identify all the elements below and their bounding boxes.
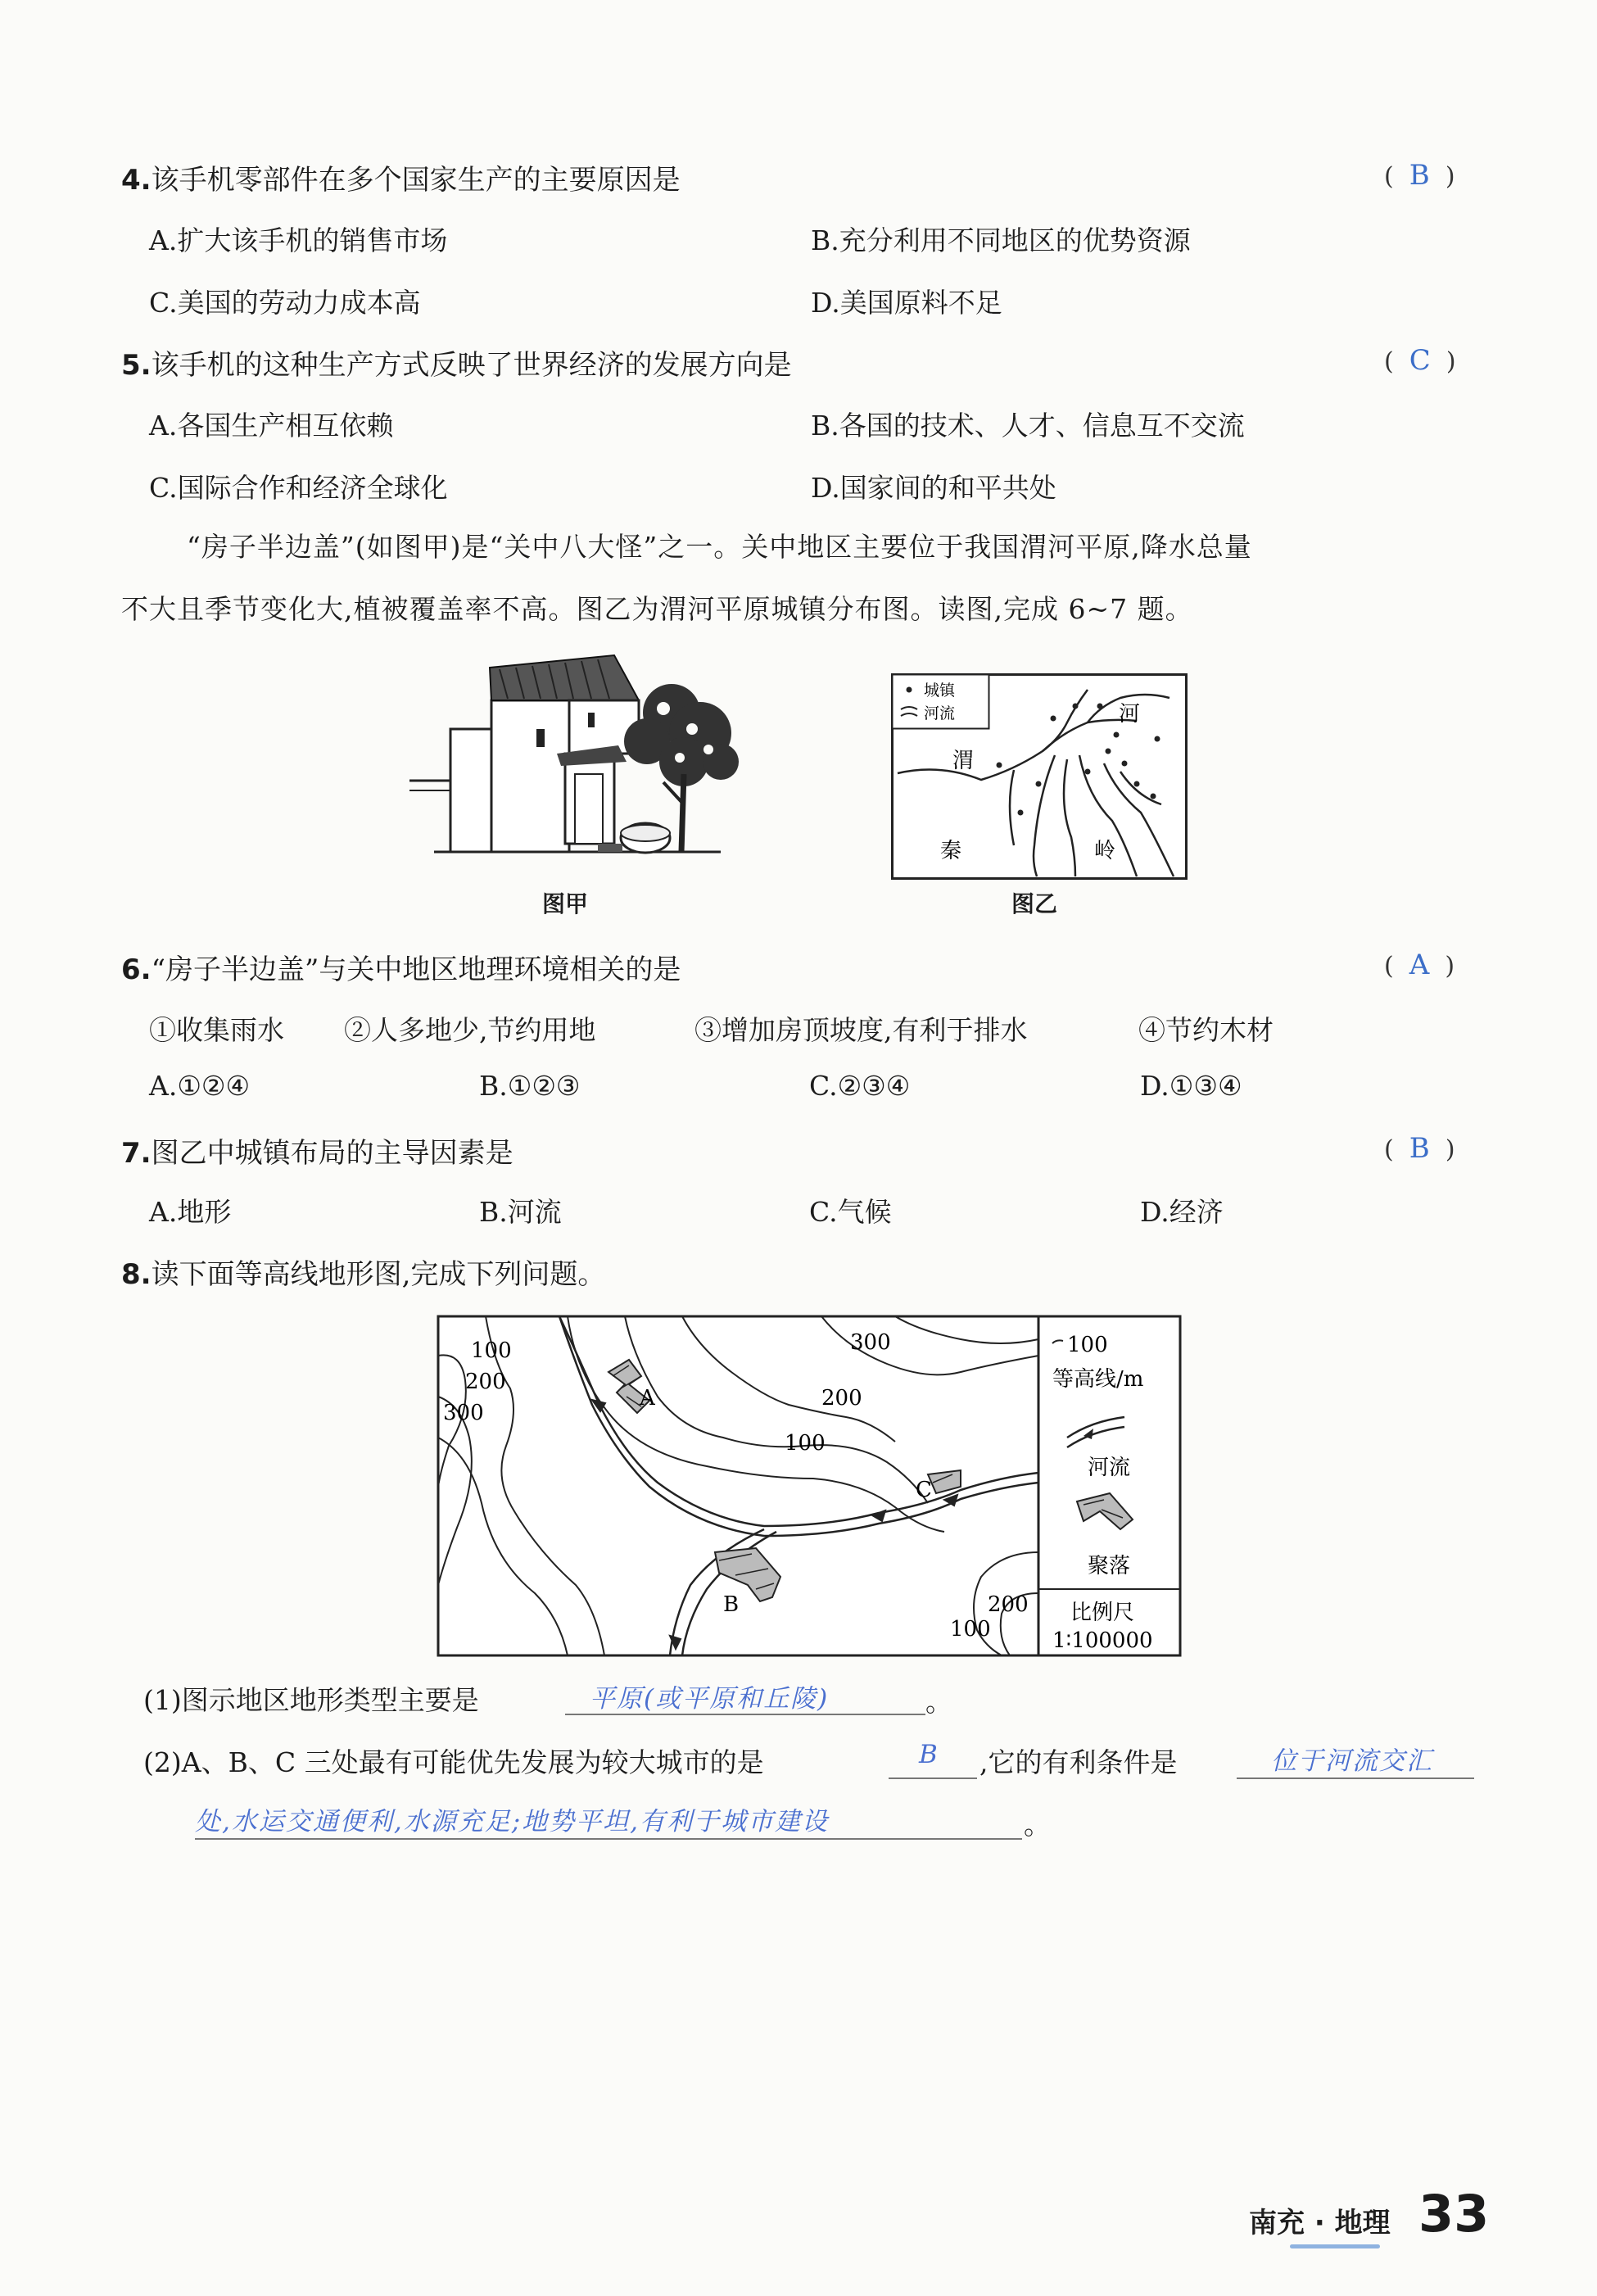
q5-answer-bracket: ( C ) xyxy=(1384,344,1456,377)
q6-option-b: B.①②③ xyxy=(479,1070,581,1102)
q8-sub1-blank-line xyxy=(565,1714,925,1715)
q6-option-d: D.①③④ xyxy=(1140,1070,1242,1102)
q8-sub1-end: 。 xyxy=(925,1686,952,1718)
figure-b-label-he: 河 xyxy=(1119,702,1141,727)
legend-contour-label: 等高线/m xyxy=(1052,1367,1144,1392)
q8-sub2-answer-1: B xyxy=(919,1740,939,1769)
contour-label: 100 xyxy=(785,1431,826,1456)
q8-sub1-answer: 平原(或平原和丘陵) xyxy=(590,1684,830,1714)
scale-value: 1∶100000 xyxy=(1052,1628,1153,1653)
contour-label: 200 xyxy=(465,1370,506,1394)
q4-option-a: A.扩大该手机的销售市场 xyxy=(149,224,448,256)
q5-option-a: A.各国生产相互依赖 xyxy=(149,410,394,442)
q5-option-c: C.国际合作和经济全球化 xyxy=(149,472,448,504)
q6-item-4: ④节约木材 xyxy=(1138,1014,1274,1046)
q8-sub2-mid: ,它的有利条件是 xyxy=(979,1746,1178,1778)
q7-option-c: C.气候 xyxy=(809,1196,892,1228)
q8-sub2-end: 。 xyxy=(1024,1809,1051,1841)
q8-sub2-answer-2b: 处,水运交通便利,水源充足;地势平坦,有利于城市建设 xyxy=(195,1807,830,1836)
q8-sub2-blank-line-2 xyxy=(1237,1777,1474,1779)
settlement-b-label: B xyxy=(723,1592,740,1617)
contour-label: 300 xyxy=(443,1401,484,1425)
q7-option-d: D.经济 xyxy=(1140,1196,1224,1228)
q8-stem: 8.读下面等高线地形图,完成下列问题。 xyxy=(121,1258,606,1291)
scale-label: 比例尺 xyxy=(1070,1601,1135,1625)
q7-stem: 7.图乙中城镇布局的主导因素是 xyxy=(121,1137,513,1170)
q8-sub2-blank-line-3 xyxy=(195,1838,1022,1840)
q8-sub2-blank-line-1 xyxy=(889,1777,977,1779)
q4-option-c: C.美国的劳动力成本高 xyxy=(149,287,421,319)
q6-answer: A xyxy=(1409,949,1430,981)
q4-stem: 4.该手机零部件在多个国家生产的主要原因是 xyxy=(121,164,681,197)
q5-option-b: B.各国的技术、人才、信息互不交流 xyxy=(811,410,1245,442)
q7-option-b: B.河流 xyxy=(479,1196,562,1228)
settlement-a-label: A xyxy=(640,1386,655,1411)
contour-label: 300 xyxy=(850,1330,891,1355)
q5-option-d: D.国家间的和平共处 xyxy=(811,472,1056,504)
q4-answer-bracket: ( B ) xyxy=(1384,159,1455,192)
q4-answer: B xyxy=(1409,159,1430,192)
legend-river-label: 河流 xyxy=(1088,1456,1131,1480)
q7-answer: B xyxy=(1409,1132,1430,1165)
q6-item-1: ①收集雨水 xyxy=(149,1014,284,1046)
page-number: 33 xyxy=(1418,2184,1490,2244)
q8-sub2-prefix: (2)A、B、C 三处最有可能优先发展为较大城市的是 xyxy=(143,1746,764,1778)
figure-b-legend-river: 河流 xyxy=(924,704,956,722)
figure-b-caption: 图乙 xyxy=(1011,890,1058,917)
contour-label: 100 xyxy=(471,1338,512,1363)
legend-contour-value: 100 xyxy=(1067,1333,1108,1357)
figure-a-house xyxy=(401,651,753,864)
q8-sub2-answer-2a: 位于河流交汇 xyxy=(1271,1746,1433,1776)
q6-option-c: C.②③④ xyxy=(809,1070,911,1102)
q4-option-d: D.美国原料不足 xyxy=(811,287,1002,319)
figure-b-label-qin: 秦 xyxy=(940,839,962,863)
figure-b-legend-town: 城镇 xyxy=(924,682,956,700)
q6-item-2: ②人多地少,节约用地 xyxy=(344,1014,596,1046)
contour-map xyxy=(437,1315,1182,1657)
q5-answer: C xyxy=(1409,344,1431,377)
footer-underline xyxy=(1290,2244,1380,2248)
q4-option-b: B.充分利用不同地区的优势资源 xyxy=(811,224,1191,256)
contour-label: 100 xyxy=(950,1617,991,1642)
contour-label: 200 xyxy=(988,1592,1029,1617)
settlement-c-label: C xyxy=(916,1478,932,1502)
legend-settlement-label: 聚落 xyxy=(1088,1554,1131,1578)
q7-option-a: A.地形 xyxy=(149,1196,232,1228)
q6-option-a: A.①②④ xyxy=(149,1070,251,1102)
q6-item-3: ③增加房顶坡度,有利于排水 xyxy=(694,1014,1028,1046)
q8-sub1-prefix: (1)图示地区地形类型主要是 xyxy=(143,1684,479,1716)
footer-title: 南充 · 地理 xyxy=(1249,2207,1391,2239)
figure-b-label-wei: 渭 xyxy=(952,749,975,773)
q6-stem: 6.“房子半边盖”与关中地区地理环境相关的是 xyxy=(121,953,681,986)
passage-line-1: “房子半边盖”(如图甲)是“关中八大怪”之一。关中地区主要位于我国渭河平原,降水总量 xyxy=(187,531,1252,563)
figure-b-label-ling: 岭 xyxy=(1094,839,1116,863)
contour-label: 200 xyxy=(821,1386,862,1411)
q5-stem: 5.该手机的这种生产方式反映了世界经济的发展方向是 xyxy=(121,349,792,382)
q6-answer-bracket: ( A ) xyxy=(1384,949,1455,981)
figure-b-map xyxy=(891,673,1188,880)
passage-line-2: 不大且季节变化大,植被覆盖率不高。图乙为渭河平原城镇分布图。读图,完成 6~7 题。 xyxy=(121,593,1193,625)
figure-a-caption: 图甲 xyxy=(542,890,589,917)
q7-answer-bracket: ( B ) xyxy=(1384,1132,1455,1165)
